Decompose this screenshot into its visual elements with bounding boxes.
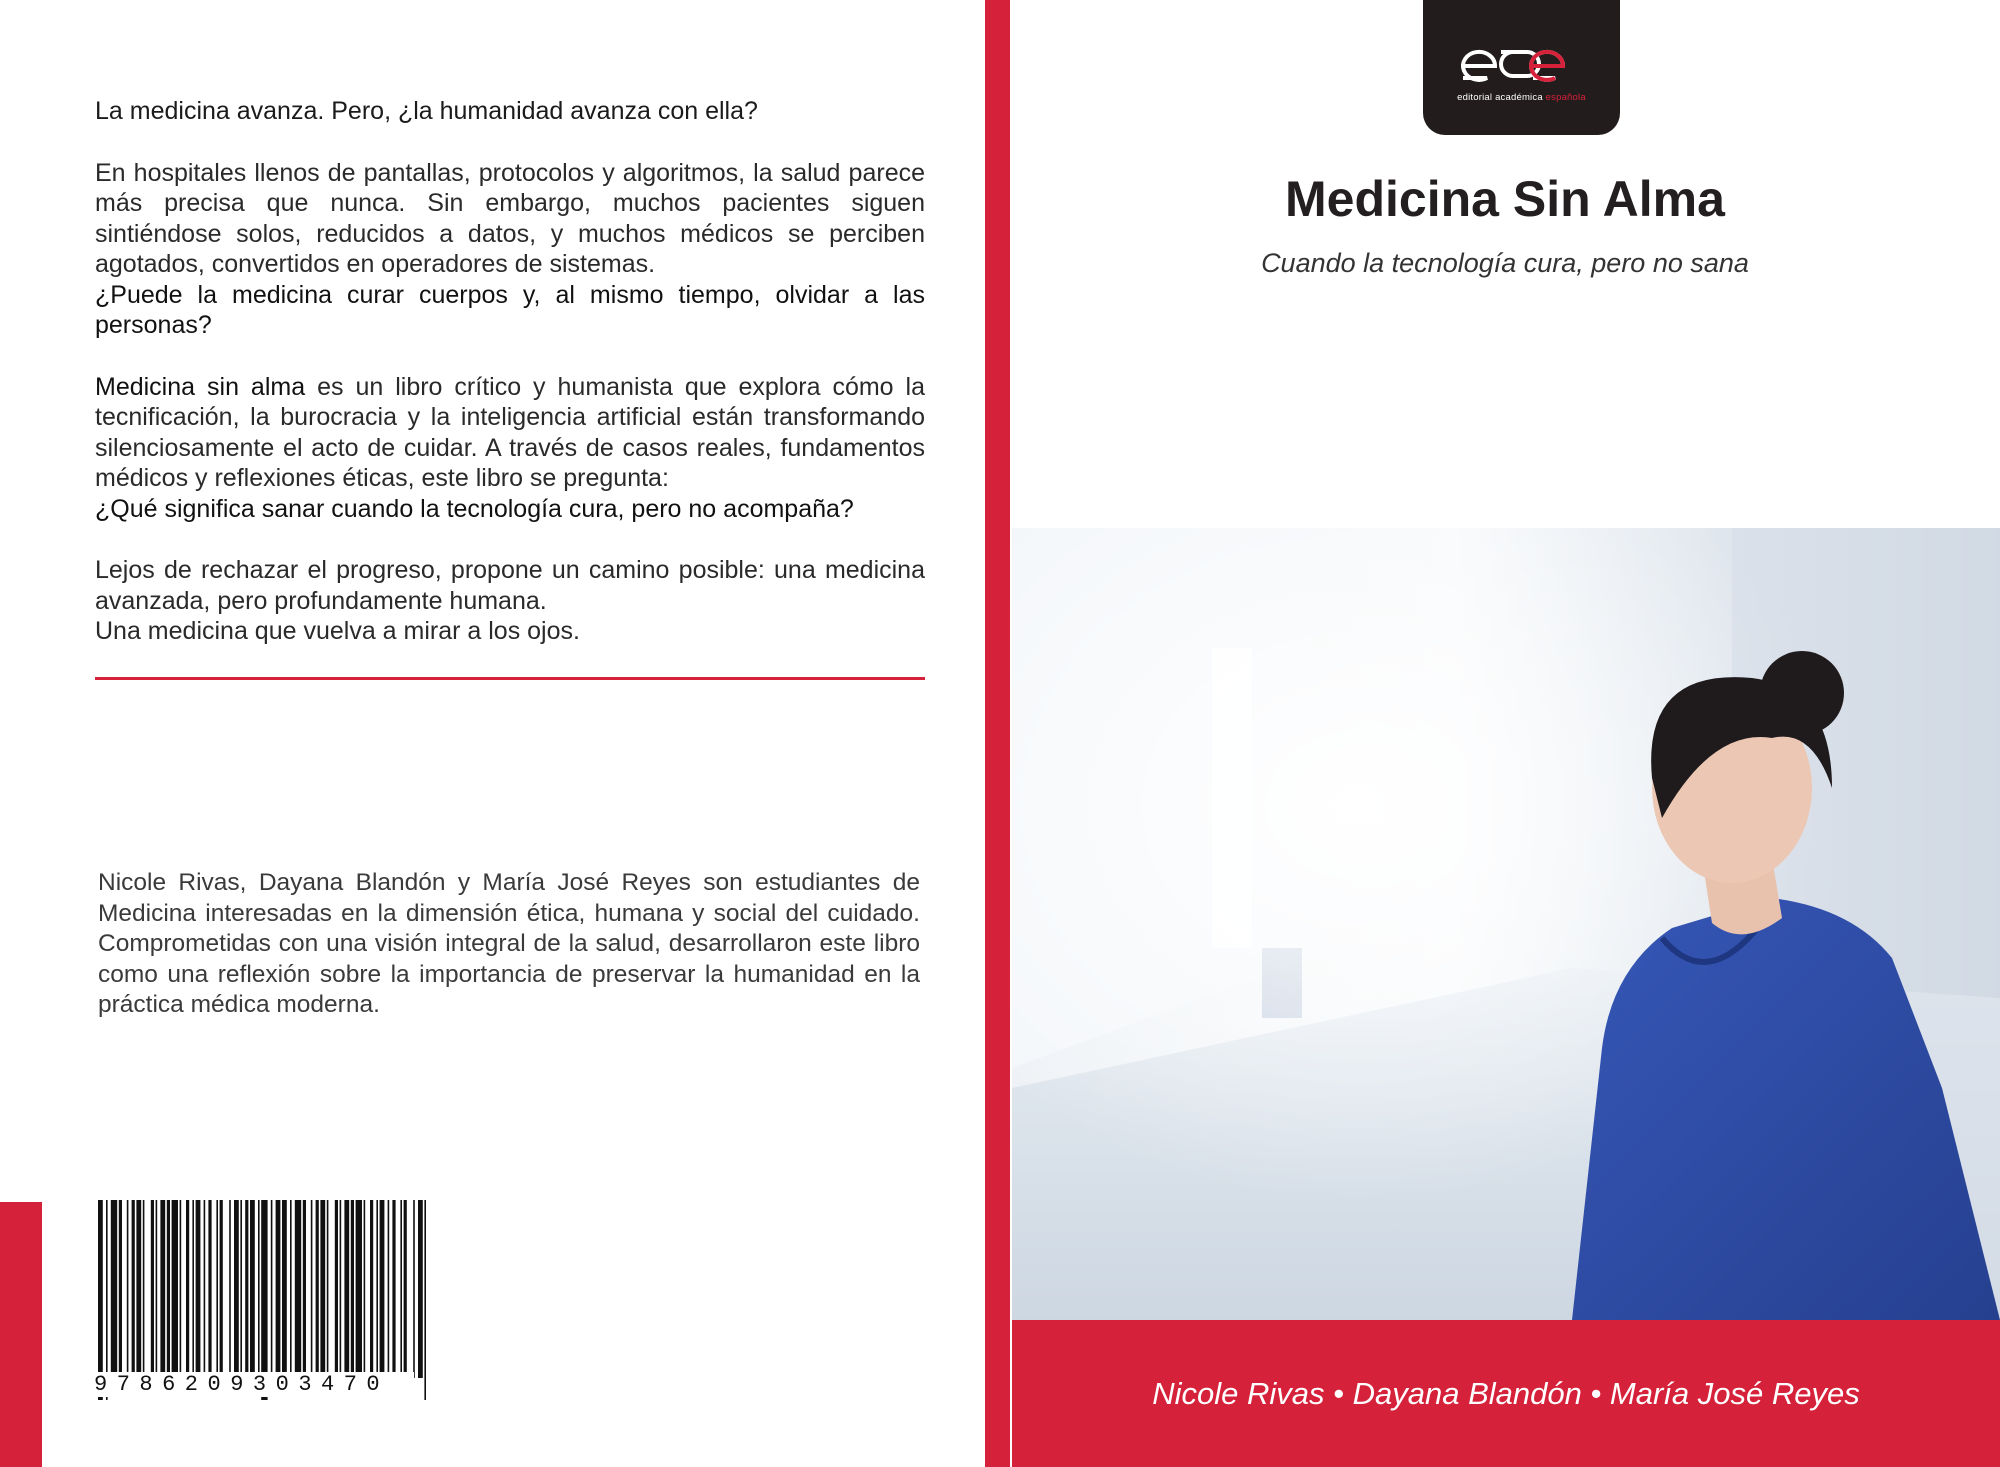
blurb-paragraph-2 [95,372,925,525]
barcode-bar [370,1200,373,1378]
barcode-bar [282,1200,287,1378]
back-cover [0,0,985,1467]
publisher-name-main: editorial académica [1457,92,1546,103]
barcode-bar [160,1200,165,1378]
barcode-bar [400,1200,402,1378]
closing-line: Una medicina que vuelva a mirar a los ojos. [95,617,580,645]
question-2: ¿Qué significa sanar cuando la tecnología cura, pero no acompaña? [95,494,854,523]
barcode-bar [276,1200,281,1378]
barcode-bar [392,1200,395,1378]
barcode-bar [204,1200,206,1378]
barcode-bar [258,1200,260,1378]
barcode-bar [234,1200,239,1378]
barcode-bar [311,1200,313,1378]
barcode-bar [327,1200,329,1378]
authors-band [1012,1320,2000,1467]
barcode-bar [111,1200,117,1378]
barcode-bar [316,1200,319,1378]
barcode-bar [220,1200,223,1378]
paragraph-3-text: Lejos de rechazar el progreso, propone un camino posible: una medicina avanzada, pero profundamente humana. [95,556,925,615]
barcode-bar [303,1200,306,1378]
barcode-bar [380,1200,385,1378]
barcode-bar [208,1200,211,1378]
barcode-bar [136,1200,141,1378]
barcode-bar [186,1200,189,1378]
barcode-bar [271,1200,273,1378]
publisher-name [1423,92,1620,103]
barcode-bar [151,1200,154,1378]
barcode-bar [240,1200,242,1378]
barcode-bar [320,1200,325,1378]
barcode-bar [192,1200,194,1378]
barcode-bar [106,1200,108,1400]
barcode-bar [261,1200,267,1400]
blurb-paragraph-1 [95,158,925,341]
barcode-bar [356,1200,362,1378]
barcode-bar [172,1200,178,1378]
barcode-bar [229,1200,231,1378]
isbn-number: 9786209303470 [94,1372,414,1397]
book-title: Medicina Sin Alma [1285,171,1725,227]
barcode-bar [127,1200,129,1378]
barcode-bar [344,1200,349,1378]
back-cover-blurb [95,96,925,647]
barcode-bar [132,1200,135,1378]
barcode-bar [119,1200,122,1378]
publisher-logo [1423,0,1620,135]
barcode-bar [351,1200,354,1378]
barcode-bar [413,1200,415,1378]
barcode-bar [216,1200,218,1378]
barcode-bar [364,1200,366,1378]
barcode-bar [335,1200,338,1378]
barcode-bar [404,1200,407,1378]
barcode-bar [180,1200,182,1378]
eae-logo-icon [1423,0,1620,90]
red-edge-bar [0,1202,42,1467]
isbn-barcode [98,1200,428,1400]
authors-line: Nicole Rivas • Dayana Blandón • María José Reyes [1152,1376,1860,1411]
spine [985,0,1010,1467]
cover-photo [1012,528,2000,1320]
barcode-bar [295,1200,301,1378]
barcode-bar [388,1200,390,1378]
paragraph-2-text: es un libro crítico y humanista que explora cómo la tecnificación, la burocracia y la inteligencia artificial están transformando silenciosamente el acto de cuidar. A través de casos reales, fundamentos médicos y reflexiones éticas, este libro se pregunta: [95,372,925,492]
barcode-bar [418,1200,423,1378]
intro-line: La medicina avanza. Pero, ¿la humanidad avanza con ella? [95,97,758,125]
book-name: Medicina sin alma [95,372,306,401]
barcode-bar [245,1200,248,1378]
barcode-bar [290,1200,292,1378]
barcode-bar [250,1200,255,1378]
book-name-inline [95,373,925,493]
barcode-bar [376,1200,378,1378]
question-1: ¿Puede la medicina curar cuerpos y, al mismo tiempo, olvidar a las personas? [95,280,925,339]
publisher-name-accent: española [1545,92,1586,103]
nurse-hallway-illustration [1012,528,2000,1320]
barcode-bar [340,1200,342,1378]
barcode-bar [98,1200,103,1400]
blurb-paragraph-3 [95,555,925,647]
barcode-bar [196,1200,201,1378]
barcode-bar [156,1200,158,1378]
barcode-bar [167,1200,170,1378]
paragraph-1-text: En hospitales llenos de pantallas, protocolos y algoritmos, la salud parece más precisa que nunca. Sin embargo, muchos pacientes siguen sintiéndose solos, reducidos a datos, y muchos médicos se perciben agotados, convertidos en operadores de sistemas. [95,158,925,278]
red-divider [95,677,925,680]
barcode-bar [424,1200,426,1400]
authors-bio: Nicole Rivas, Dayana Blandón y María José Reyes son estudiantes de Medicina interesadas en la dimensión ética, humana y social del cuidado. Comprometidas con una visión integral de la salud, desarrollaron este libro como una reflexión sobre la importancia de preservar la humanidad en la práctica médica moderna. [98,869,920,1018]
book-subtitle: Cuando la tecnología cura, pero no sana [1261,248,1749,278]
barcode-bar [143,1200,145,1378]
